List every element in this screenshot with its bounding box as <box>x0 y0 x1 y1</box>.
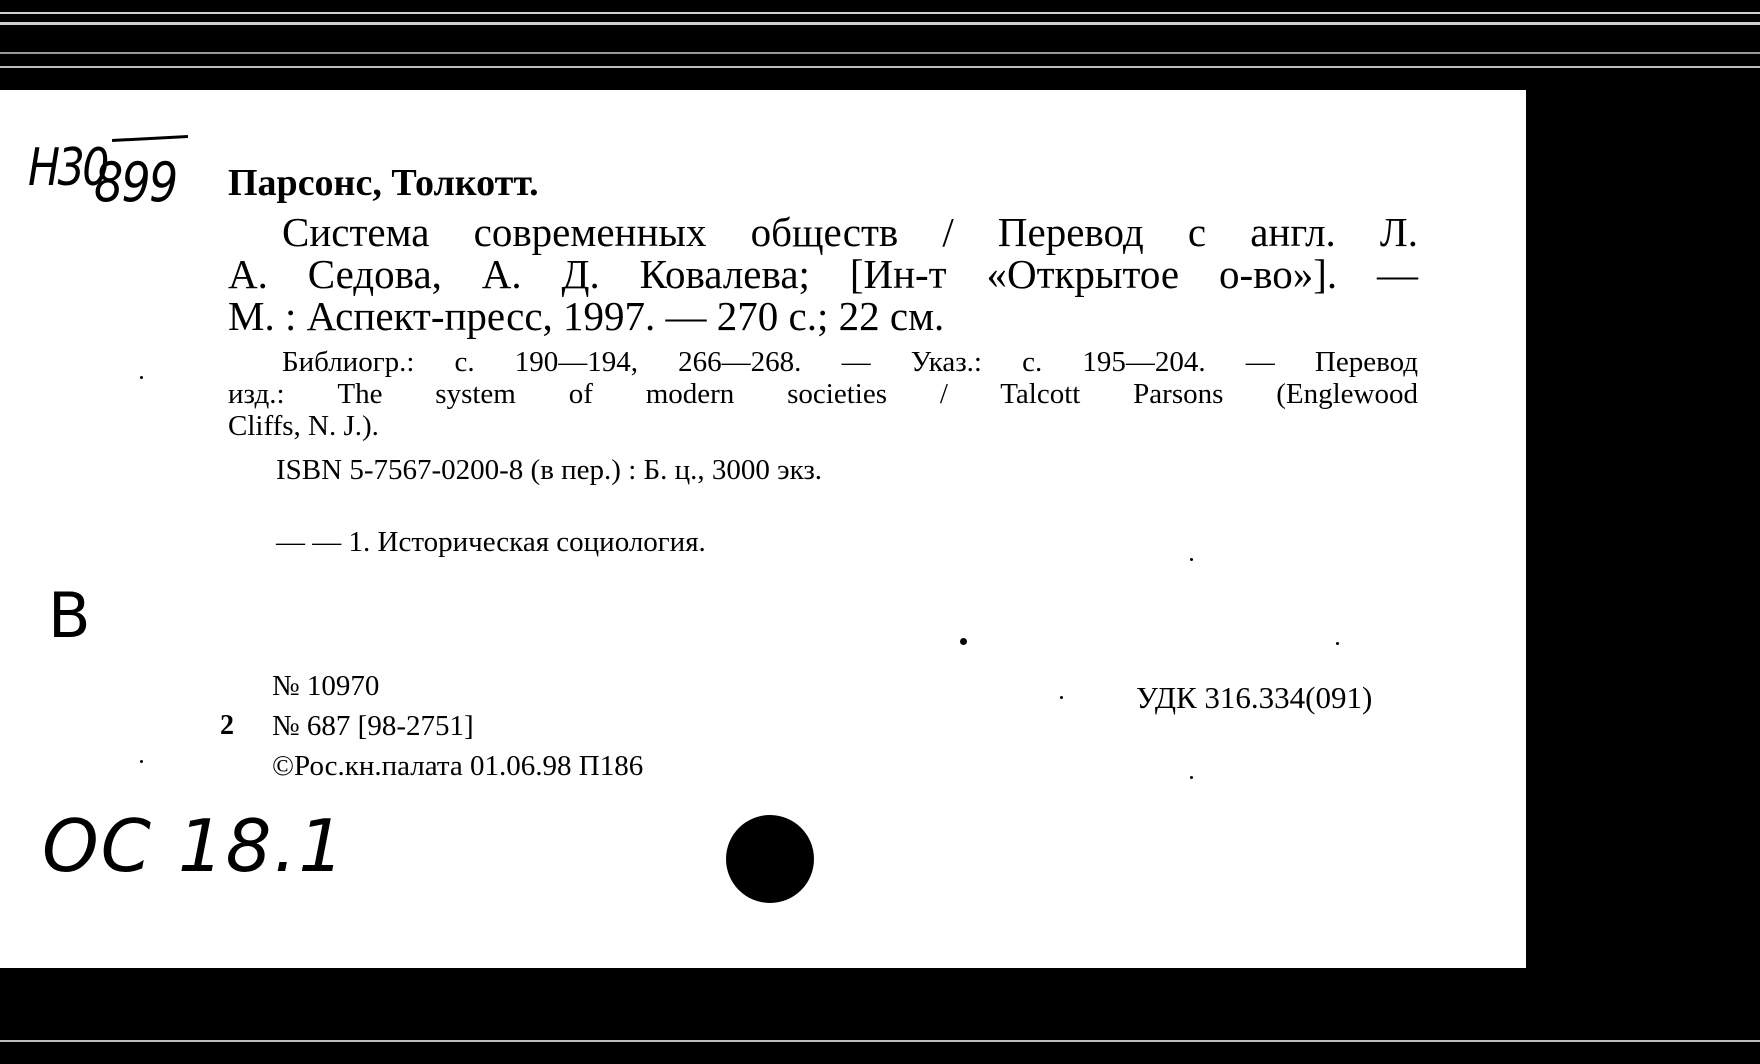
handwritten-mark-letter: В <box>48 579 91 652</box>
card-punch-hole <box>726 815 814 903</box>
scan-speck <box>1336 642 1339 645</box>
scan-speck <box>1190 776 1193 779</box>
bibliographic-note-line: Cliffs, N. J.). <box>228 410 379 442</box>
book-chamber-imprint: ©Рос.кн.палата 01.06.98 П186 <box>272 750 644 782</box>
isbn-line: ISBN 5-7567-0200-8 (в пер.) : Б. ц., 3000 экз. <box>276 454 823 486</box>
record-number: № 10970 <box>272 670 380 702</box>
scan-speck <box>1190 558 1193 561</box>
author-heading: Парсонс, Толкотт. <box>228 162 539 204</box>
library-catalog-card <box>0 90 1526 968</box>
title-line: Система современных обществ / Перевод с англ. Л. <box>282 209 1418 255</box>
registration-number: № 687 [98-2751] <box>272 710 474 742</box>
call-number-handwritten: Н30 <box>28 138 107 198</box>
subject-heading-line: — — 1. Историческая социология. <box>276 526 706 558</box>
bibliographic-note-line: Библиогр.: с. 190—194, 266—268. — Указ.: с. 195—204. — Перевод <box>282 346 1418 378</box>
scan-streak <box>0 1040 1760 1042</box>
scan-speck <box>140 376 143 379</box>
call-number-fraction-line <box>112 135 188 142</box>
scan-speck <box>1060 696 1063 699</box>
udc-classification: УДК 316.334(091) <box>1136 680 1373 715</box>
title-line: А. Седова, А. Д. Ковалева; [Ин-т «Открытое о-во»]. — <box>228 251 1418 297</box>
scan-streak <box>0 12 1760 14</box>
scan-speck <box>960 638 967 645</box>
scan-streak <box>0 66 1760 68</box>
scan-streak <box>0 22 1760 25</box>
copy-number: 2 <box>220 710 234 741</box>
bibliographic-note-line: изд.: The system of modern societies / Talcott Parsons (Englewood <box>228 378 1418 410</box>
call-number-sub-handwritten: 899 <box>94 151 177 214</box>
scan-streak <box>0 52 1760 54</box>
scan-speck <box>140 760 143 763</box>
title-line: М. : Аспект-пресс, 1997. — 270 с.; 22 см. <box>228 293 945 339</box>
handwritten-shelf-mark: ОС 18.1 <box>42 804 347 888</box>
